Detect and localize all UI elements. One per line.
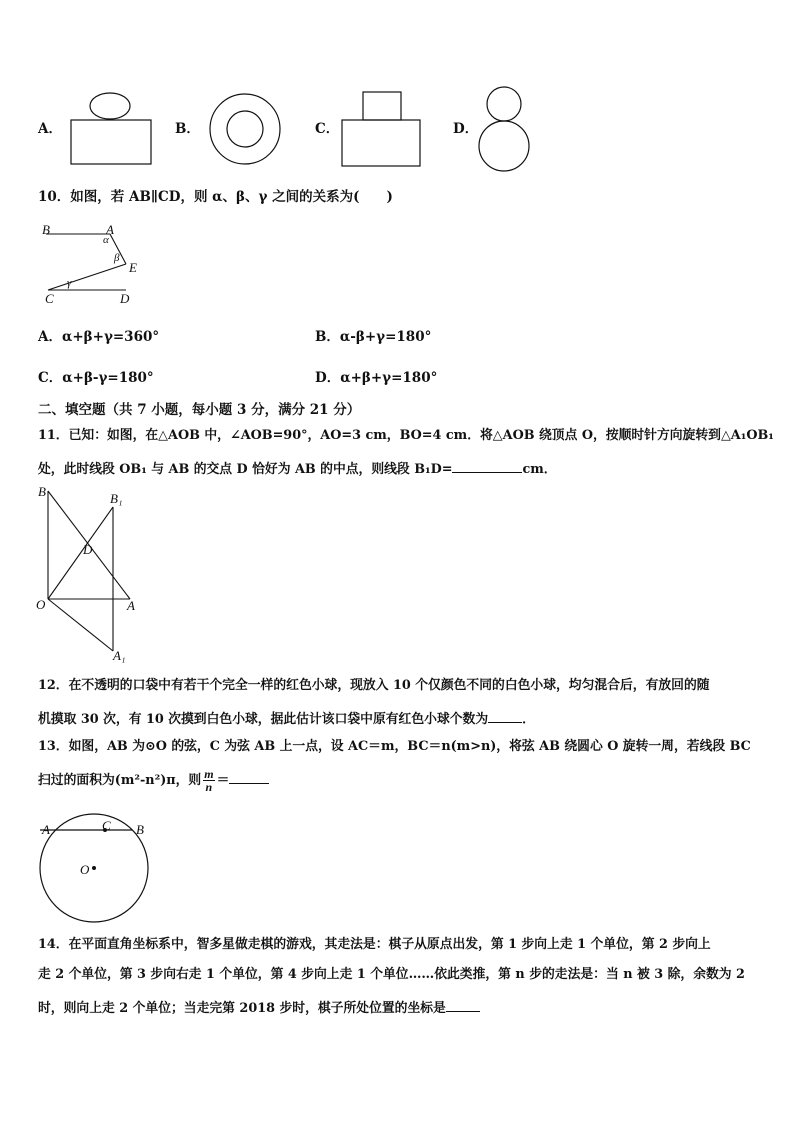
q11-label-d: D bbox=[83, 542, 93, 557]
q10-stem: 10．如图，若 AB∥CD，则 α、β、γ 之间的关系为( ) bbox=[38, 189, 393, 205]
q14-answer-blank[interactable] bbox=[446, 998, 480, 1012]
q10-label-beta: β bbox=[114, 252, 120, 264]
q12-line2-text: 机摸取 30 次，有 10 次摸到白色小球，据此估计该口袋中原有红色小球个数为 bbox=[38, 712, 489, 727]
q10-label-a: A bbox=[106, 222, 114, 237]
q13-label-b: B bbox=[136, 822, 144, 837]
q10-label-b: B bbox=[42, 222, 50, 237]
q13-label-o: O bbox=[80, 862, 90, 877]
q9-c-bottom-rect bbox=[342, 120, 420, 166]
q13-equals: ＝ bbox=[216, 773, 230, 788]
q12-period: ． bbox=[522, 712, 535, 727]
q13-frac-den: n bbox=[205, 780, 213, 794]
q11-line2-text: 处，此时线段 OB₁ 与 AB 的交点 D 恰好为 AB 的中点，则线段 B₁D= bbox=[38, 462, 453, 477]
q10-label-gamma: γ bbox=[67, 277, 72, 289]
q11-unit: cm． bbox=[522, 462, 557, 477]
q10-label-d: D bbox=[120, 291, 130, 306]
q11-answer-blank[interactable] bbox=[452, 459, 522, 473]
q13-frac-num: m bbox=[204, 767, 214, 781]
q13-label-a: A bbox=[42, 822, 50, 837]
q9-b-inner-circle bbox=[227, 111, 263, 147]
q13-line2-text: 扫过的面积为(m²-n²)π，则 bbox=[38, 773, 202, 788]
q13-point-o bbox=[92, 866, 96, 870]
q12-stem-line1: 12．在不透明的口袋中有若干个完全一样的红色小球，现放入 10 个仅颜色不同的白色小球，均匀混合后，有放回的随 bbox=[38, 678, 710, 693]
q9-option-a-figure bbox=[60, 88, 160, 168]
q9-option-c-label: C． bbox=[315, 121, 340, 137]
q11-seg-ob1 bbox=[48, 507, 113, 599]
q9-option-d-label: D． bbox=[453, 121, 479, 137]
q11-figure bbox=[36, 485, 146, 665]
q14-line3-text: 时，则向上走 2 个单位；当走完第 2018 步时，棋子所处位置的坐标是 bbox=[38, 1001, 446, 1016]
q11-label-b: B bbox=[38, 484, 46, 499]
q9-option-b-figure bbox=[205, 88, 295, 173]
q10-option-c: C．α+β-γ=180° bbox=[38, 370, 154, 386]
q9-option-a-label: A． bbox=[38, 121, 62, 137]
q13-label-c: C bbox=[102, 818, 111, 833]
q11-label-o: O bbox=[36, 597, 46, 612]
q12-stem-line2 bbox=[38, 709, 535, 728]
q13-stem-line1: 13．如图，AB 为⊙O 的弦，C 为弦 AB 上一点，设 AC＝m，BC＝n(m>n)，将弦 AB 绕圆心 O 旋转一周，若线段 BC bbox=[38, 739, 751, 754]
q9-option-d-figure bbox=[475, 86, 545, 178]
q10-line-ec bbox=[48, 264, 126, 290]
q11-seg-oa1 bbox=[48, 599, 113, 651]
q11-label-a1: A₁ bbox=[113, 648, 126, 663]
q14-stem-line3 bbox=[38, 998, 480, 1017]
q10-option-d: D．α+β+γ=180° bbox=[315, 370, 438, 386]
q10-option-a: A．α+β+γ=360° bbox=[38, 329, 160, 345]
q9-option-b-label: B． bbox=[175, 121, 200, 137]
q10-option-b: B．α-β+γ=180° bbox=[315, 329, 432, 345]
q9-d-bottom-circle bbox=[479, 121, 529, 171]
q9-c-top-rect bbox=[363, 92, 401, 120]
q9-b-outer-circle bbox=[210, 94, 280, 164]
q9-a-rect bbox=[71, 120, 151, 164]
q13-fraction bbox=[203, 768, 214, 793]
section-heading: 二、填空题（共 7 小题，每小题 3 分，满分 21 分） bbox=[38, 402, 361, 418]
q12-answer-blank[interactable] bbox=[488, 709, 522, 723]
q11-stem-line1: 11．已知：如图，在△AOB 中，∠AOB=90°，AO=3 cm，BO=4 cm．将△AOB 绕顶点 O，按顺时针方向旋转到△A₁OB₁ bbox=[38, 428, 774, 443]
q9-a-ellipse bbox=[90, 93, 130, 119]
q10-label-e: E bbox=[129, 260, 137, 275]
q13-answer-blank[interactable] bbox=[229, 770, 269, 784]
q10-label-alpha: α bbox=[103, 234, 109, 246]
q10-label-c: C bbox=[45, 291, 54, 306]
q9-option-c-figure bbox=[340, 88, 430, 173]
q13-stem-line2 bbox=[38, 766, 269, 796]
q11-stem-line2 bbox=[38, 459, 557, 478]
q14-stem-line2: 走 2 个单位，第 3 步向右走 1 个单位，第 4 步向上走 1 个单位……依此类推，第 n 步的走法是：当 n 被 3 除，余数为 2 bbox=[38, 967, 745, 982]
q11-label-b1: B₁ bbox=[110, 491, 123, 506]
q9-d-top-circle bbox=[487, 87, 521, 121]
q11-label-a: A bbox=[127, 598, 135, 613]
q14-stem-line1: 14．在平面直角坐标系中，智多星做走棋的游戏，其走法是：棋子从原点出发，第 1 步向上走 1 个单位，第 2 步向上 bbox=[38, 937, 711, 952]
